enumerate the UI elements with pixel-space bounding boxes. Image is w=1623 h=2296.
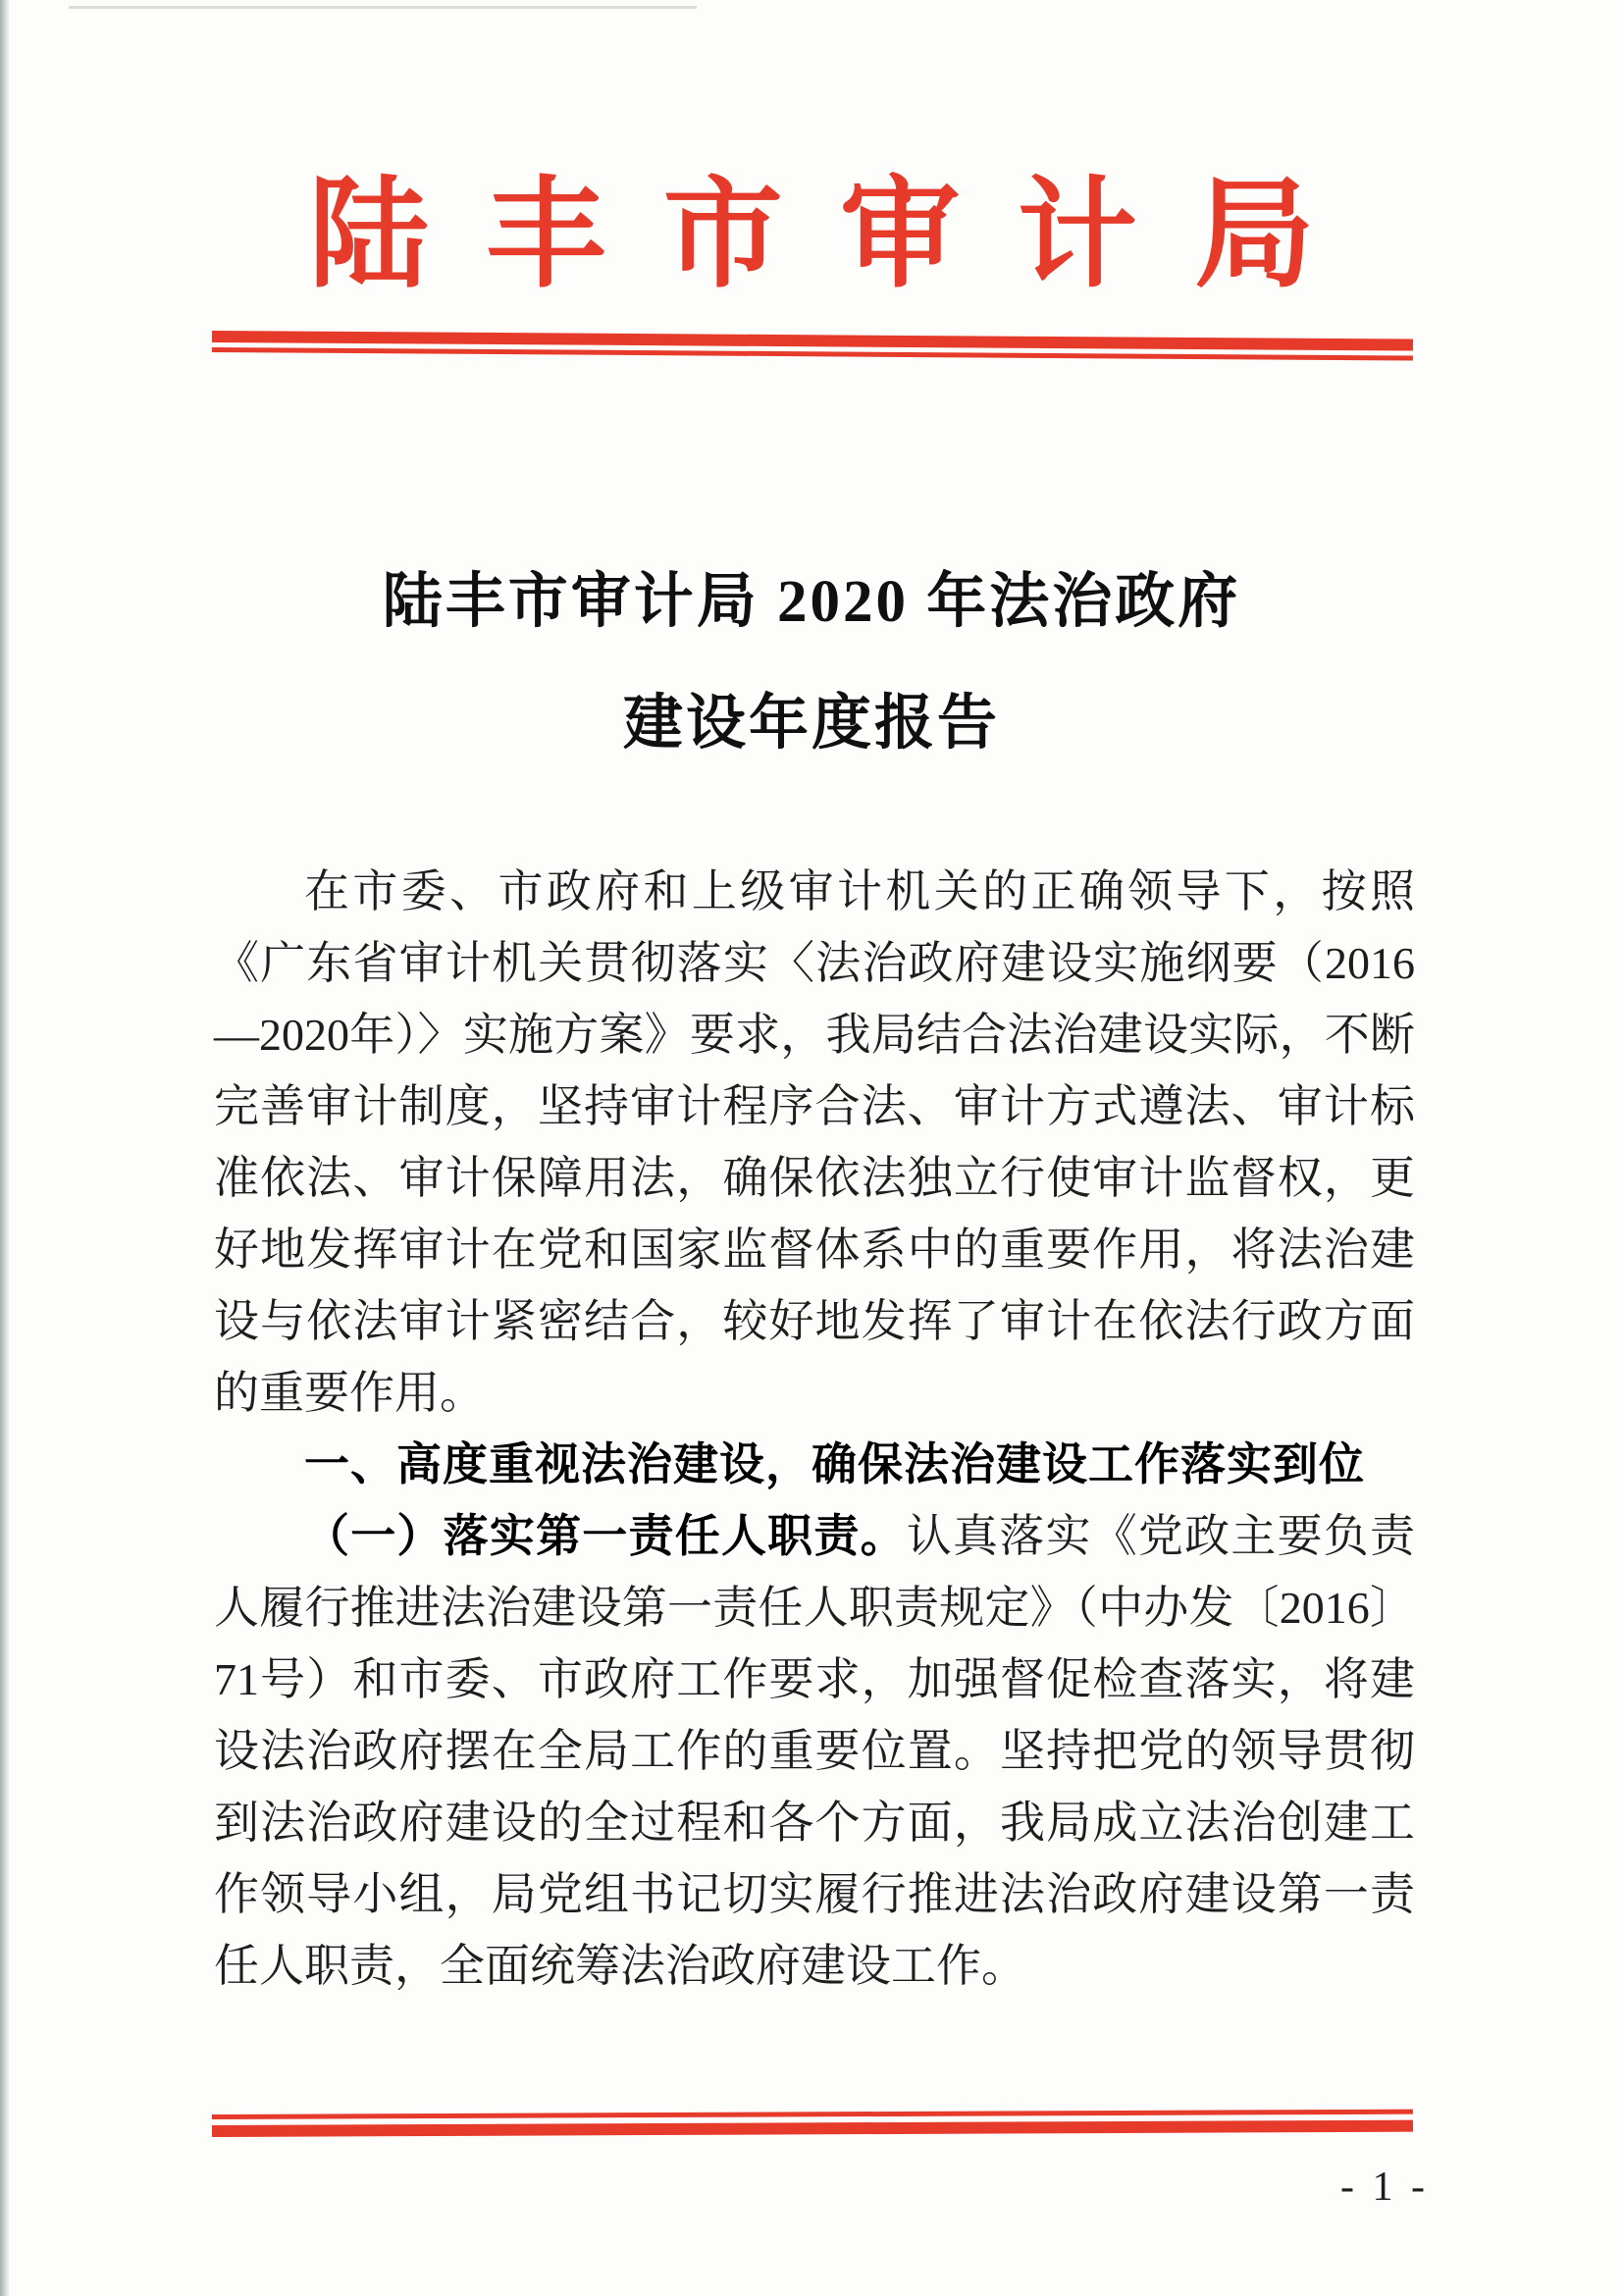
letterhead-divider: [212, 331, 1413, 361]
scan-scratch-line: [69, 6, 697, 9]
letterhead-org-name: 陆丰市审计局: [308, 170, 1372, 302]
paragraph-responsibility-lead: （一）落实第一责任人职责。: [304, 1511, 907, 1561]
paragraph-responsibility: [214, 1500, 1415, 2002]
footer-divider: [212, 2110, 1413, 2137]
footer-divider-thick-line: [212, 2120, 1413, 2137]
paragraph-responsibility-rest: 认真落实《党政主要负责人履行推进法治建设第一责任人职责规定》（中办发〔2016〕71号）和市委、市政府工作要求，加强督促检查落实，将建设法治政府摆在全局工作的重要位置。坚持把党的领导贯彻到法治政府建设的全过程和各个方面，我局成立法治创建工作领导小组，局党组书记切实履行推进法治政府建设第一责任人职责，全面统筹法治政府建设工作。: [214, 1511, 1416, 1991]
footer-divider-thin-line: [212, 2110, 1413, 2119]
document-title-line1: 陆丰市审计局 2020 年法治政府: [382, 569, 1241, 635]
scan-edge-shadow: [0, 0, 10, 2296]
document-body: [214, 856, 1415, 2002]
document-title: [0, 542, 1623, 785]
paragraph-intro: 在市委、市政府和上级审计机关的正确领导下，按照《广东省审计机关贯彻落实〈法治政府建设实施纲要（2016—2020年）〉实施方案》要求，我局结合法治建设实际，不断完善审计制度，坚持审计程序合法、审计方式遵法、审计标准依法、审计保障用法，确保依法独立行使审计监督权，更好地发挥审计在党和国家监督体系中的重要作用，将法治建设与依法审计紧密结合，较好地发挥了审计在依法行政方面的重要作用。: [214, 866, 1415, 1418]
page-number: - 1 -: [1340, 2165, 1429, 2210]
document-title-line2: 建设年度报告: [622, 691, 1000, 757]
section-heading-1: 一、高度重视法治建设，确保法治建设工作落实到位: [304, 1438, 1365, 1489]
